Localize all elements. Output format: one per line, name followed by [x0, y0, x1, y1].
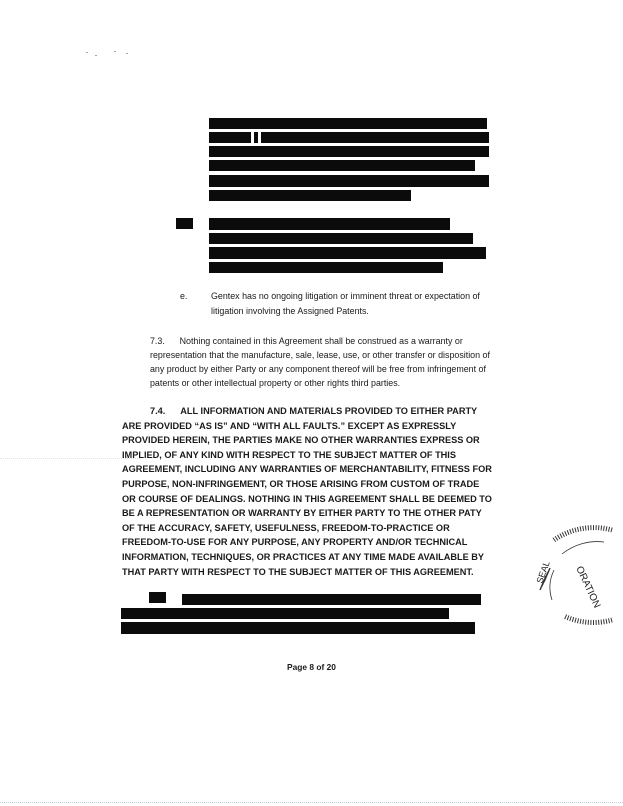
redaction-bar	[254, 132, 258, 143]
redaction-bar	[209, 247, 486, 259]
seal-lettering: ORATION	[573, 564, 603, 610]
redaction-item-label	[176, 218, 193, 229]
redaction-bar	[209, 218, 450, 230]
scan-speck	[86, 52, 88, 53]
item-e-text: Gentex has no ongoing litigation or imminent threat or expectation of litigation involving the Assigned Patents.	[211, 291, 480, 316]
page-number: Page 8 of 20	[287, 662, 336, 672]
redaction-bar	[121, 622, 475, 634]
corporate-seal-stamp	[514, 520, 614, 630]
redaction-bar	[261, 132, 489, 143]
redaction-bar	[209, 146, 489, 157]
redaction-bar	[121, 608, 449, 619]
redaction-bar	[209, 233, 473, 244]
item-e-label: e.	[180, 291, 188, 301]
scan-speck	[95, 55, 97, 56]
redaction-bar	[209, 262, 443, 273]
section-7-4: 7.4. ALL INFORMATION AND MATERIALS PROVIDED TO EITHER PARTY ARE PROVIDED “AS IS” AND “WITH ALL FAULTS.” EXCEPT AS EXPRESSLY PROVIDED HEREIN, THE PARTIES MAKE NO OTHER WARRANTIES EXPRESS OR IMPLIED, OF ANY KIND WITH RESPECT TO THE SUBJECT MATTER OF THIS AGREEMENT, INCLUDING ANY WARRANTIES OF MERCHANTABILITY, FITNESS FOR PURPOSE, NON-INFRINGEMENT, OR THOSE ARISING FROM CUSTOM OF TRADE OR COURSE OF DEALINGS. NOTHING IN THIS AGREEMENT SHALL BE DEEMED TO BE A REPRESENTATION OR WARRANTY BY EITHER PARTY TO THE OTHER PATY OF THE ACCURACY, SAFETY, USEFULNESS, FREEDOM-TO-PRACTICE OR FREEDOM-TO-USE FOR ANY PURPOSE, ANY PROPERTY AND/OR TECHNICAL INFORMATION, TECHNIQUES, OR PRACTICES AT ANY TIME MADE AVAILABLE BY THAT PARTY WITH RESPECT TO THE SUBJECT MATTER OF THIS AGREEMENT.	[122, 406, 495, 577]
redaction-item-label	[149, 592, 166, 603]
redaction-bar	[209, 132, 251, 143]
scan-bottom-edge	[0, 802, 623, 803]
seal-lettering-left: SEAL	[534, 559, 552, 585]
redaction-bar	[209, 160, 475, 171]
redaction-bar	[209, 118, 487, 129]
redaction-bar	[209, 190, 411, 201]
scan-speck	[114, 51, 116, 52]
redaction-bar	[182, 594, 481, 605]
section-7-3: 7.3. Nothing contained in this Agreement shall be construed as a warranty or representation that the manufacture, sale, lease, use, or other transfer or disposition of any product by either Party or any component thereof will be free from infringement of patents or other intellectual property or other rights third parties.	[150, 336, 493, 388]
scan-artifact-line	[0, 458, 140, 459]
scan-speck	[126, 53, 128, 54]
redaction-bar	[209, 175, 489, 187]
